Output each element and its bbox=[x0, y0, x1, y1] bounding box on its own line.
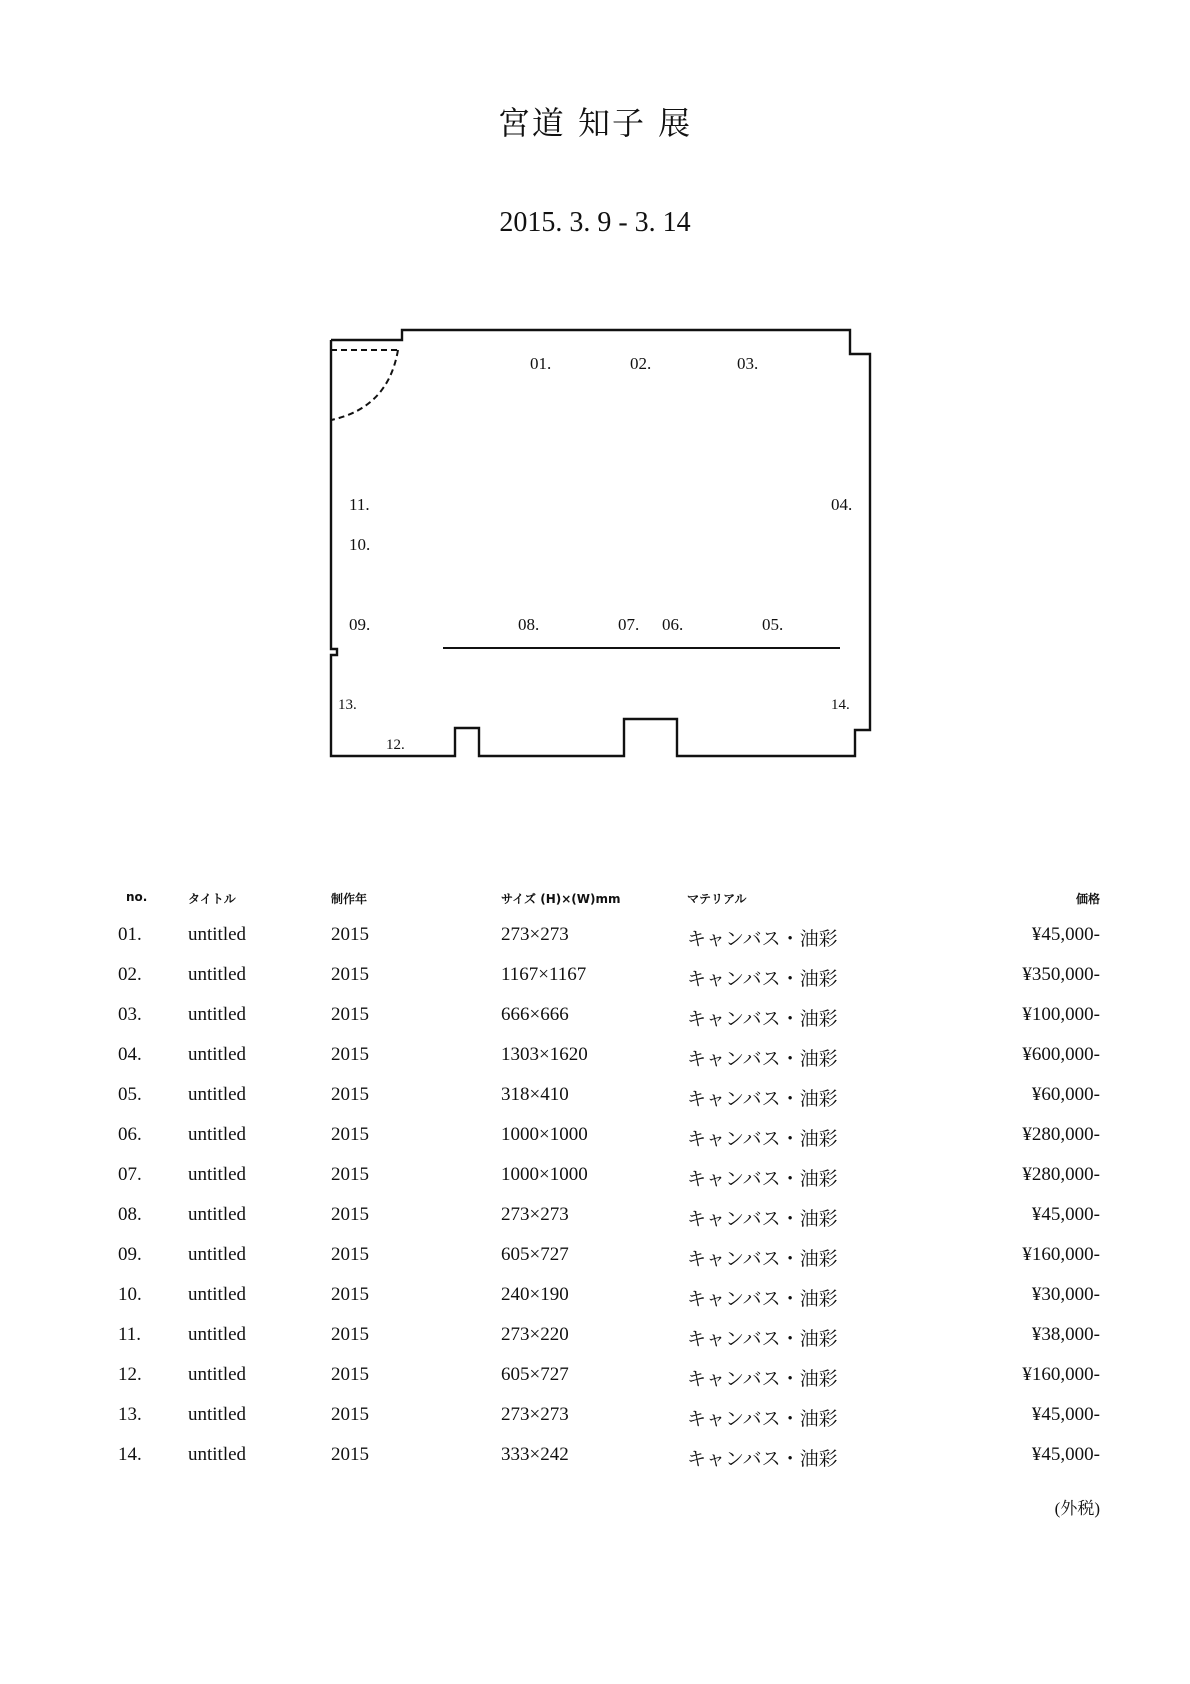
cell-title: untitled bbox=[188, 964, 247, 985]
cell-material: キャンバス・油彩 bbox=[687, 1209, 838, 1230]
cell-no: 11. bbox=[118, 1324, 142, 1345]
cell-size: 1000×1000 bbox=[501, 1124, 588, 1145]
cell-size: 273×273 bbox=[501, 1404, 569, 1425]
plan-label-05: 05. bbox=[762, 615, 784, 634]
cell-price: ¥280,000- bbox=[1022, 1124, 1100, 1145]
cell-price: ¥350,000- bbox=[1022, 964, 1100, 985]
cell-title: untitled bbox=[188, 924, 247, 945]
cell-price: ¥45,000- bbox=[1031, 1204, 1100, 1225]
cell-material: キャンバス・油彩 bbox=[687, 1089, 838, 1110]
cell-title: untitled bbox=[188, 1164, 247, 1185]
cell-size: 666×666 bbox=[501, 1004, 569, 1025]
cell-no: 06. bbox=[118, 1124, 142, 1145]
cell-material: キャンバス・油彩 bbox=[687, 1009, 838, 1030]
plan-label-13: 13. bbox=[338, 697, 357, 713]
cell-year: 2015 bbox=[331, 1324, 369, 1345]
cell-size: 318×410 bbox=[501, 1084, 569, 1105]
table-row bbox=[118, 916, 1100, 956]
table-row bbox=[118, 1076, 1100, 1116]
cell-material: キャンバス・油彩 bbox=[687, 1049, 838, 1070]
cell-material: キャンバス・油彩 bbox=[687, 1329, 838, 1350]
cell-size: 605×727 bbox=[501, 1364, 569, 1385]
cell-no: 01. bbox=[118, 924, 142, 945]
header-material: マテリアル bbox=[687, 892, 747, 906]
header-year: 制作年 bbox=[331, 892, 368, 906]
cell-no: 04. bbox=[118, 1044, 142, 1065]
cell-material: キャンバス・油彩 bbox=[687, 969, 838, 990]
cell-title: untitled bbox=[188, 1284, 247, 1305]
cell-no: 02. bbox=[118, 964, 142, 985]
plan-label-12: 12. bbox=[386, 737, 405, 753]
plan-label-07: 07. bbox=[618, 615, 640, 634]
cell-no: 07. bbox=[118, 1164, 142, 1185]
cell-size: 273×273 bbox=[501, 1204, 569, 1225]
cell-size: 1000×1000 bbox=[501, 1164, 588, 1185]
cell-material: キャンバス・油彩 bbox=[687, 1409, 838, 1430]
cell-year: 2015 bbox=[331, 1004, 369, 1025]
cell-size: 1167×1167 bbox=[501, 964, 587, 985]
cell-material: キャンバス・油彩 bbox=[687, 1369, 838, 1390]
header-title: タイトル bbox=[188, 892, 236, 906]
cell-year: 2015 bbox=[331, 1364, 369, 1385]
plan-label-11: 11. bbox=[349, 495, 370, 514]
table-row bbox=[118, 1036, 1100, 1076]
price-list-table bbox=[118, 890, 1100, 1476]
cell-price: ¥100,000- bbox=[1022, 1004, 1100, 1025]
table-row bbox=[118, 1236, 1100, 1276]
cell-year: 2015 bbox=[331, 1244, 369, 1265]
cell-year: 2015 bbox=[331, 1444, 369, 1465]
cell-year: 2015 bbox=[331, 1284, 369, 1305]
table-row bbox=[118, 1316, 1100, 1356]
plan-label-02: 02. bbox=[630, 354, 652, 373]
cell-price: ¥45,000- bbox=[1031, 1444, 1100, 1465]
table-row bbox=[118, 1276, 1100, 1316]
cell-no: 08. bbox=[118, 1204, 142, 1225]
table-row bbox=[118, 1116, 1100, 1156]
plan-label-03: 03. bbox=[737, 354, 759, 373]
table-header-row bbox=[118, 890, 1100, 916]
cell-no: 10. bbox=[118, 1284, 142, 1305]
floor-plan bbox=[0, 0, 1190, 800]
cell-year: 2015 bbox=[331, 1164, 369, 1185]
cell-no: 05. bbox=[118, 1084, 142, 1105]
cell-year: 2015 bbox=[331, 1124, 369, 1145]
plan-label-14: 14. bbox=[831, 697, 850, 713]
header-no: no. bbox=[126, 890, 148, 904]
cell-no: 12. bbox=[118, 1364, 142, 1385]
cell-price: ¥160,000- bbox=[1022, 1244, 1100, 1265]
table-row bbox=[118, 1396, 1100, 1436]
cell-year: 2015 bbox=[331, 924, 369, 945]
cell-no: 14. bbox=[118, 1444, 142, 1465]
table-row bbox=[118, 956, 1100, 996]
exhibition-title: 宮道 知子 展 bbox=[497, 104, 693, 142]
plan-label-09: 09. bbox=[349, 615, 371, 634]
door-swing bbox=[331, 350, 398, 420]
plan-label-04: 04. bbox=[831, 495, 853, 514]
cell-year: 2015 bbox=[331, 1404, 369, 1425]
cell-material: キャンバス・油彩 bbox=[687, 1129, 838, 1150]
cell-price: ¥45,000- bbox=[1031, 1404, 1100, 1425]
cell-title: untitled bbox=[188, 1404, 247, 1425]
cell-material: キャンバス・油彩 bbox=[687, 1289, 838, 1310]
cell-title: untitled bbox=[188, 1324, 247, 1345]
tax-note: (外税) bbox=[1054, 1499, 1100, 1518]
cell-size: 605×727 bbox=[501, 1244, 569, 1265]
cell-title: untitled bbox=[188, 1204, 247, 1225]
plan-label-08: 08. bbox=[518, 615, 540, 634]
table-row bbox=[118, 1196, 1100, 1236]
cell-material: キャンバス・油彩 bbox=[687, 1169, 838, 1190]
cell-title: untitled bbox=[188, 1364, 247, 1385]
cell-size: 273×220 bbox=[501, 1324, 569, 1345]
cell-title: untitled bbox=[188, 1244, 247, 1265]
plan-label-10: 10. bbox=[349, 535, 371, 554]
cell-size: 1303×1620 bbox=[501, 1044, 588, 1065]
cell-price: ¥30,000- bbox=[1031, 1284, 1100, 1305]
table-row bbox=[118, 1356, 1100, 1396]
cell-price: ¥60,000- bbox=[1031, 1084, 1100, 1105]
table-row bbox=[118, 996, 1100, 1036]
cell-price: ¥45,000- bbox=[1031, 924, 1100, 945]
cell-material: キャンバス・油彩 bbox=[687, 929, 838, 950]
header-size: サイズ (H)×(W)mm bbox=[501, 892, 621, 906]
cell-year: 2015 bbox=[331, 1084, 369, 1105]
plan-label-01: 01. bbox=[530, 354, 552, 373]
cell-size: 333×242 bbox=[501, 1444, 569, 1465]
table-row bbox=[118, 1156, 1100, 1196]
cell-title: untitled bbox=[188, 1124, 247, 1145]
table-body bbox=[118, 916, 1100, 1476]
cell-year: 2015 bbox=[331, 1044, 369, 1065]
cell-price: ¥38,000- bbox=[1031, 1324, 1100, 1345]
cell-size: 240×190 bbox=[501, 1284, 569, 1305]
cell-year: 2015 bbox=[331, 964, 369, 985]
cell-title: untitled bbox=[188, 1444, 247, 1465]
cell-material: キャンバス・油彩 bbox=[687, 1249, 838, 1270]
exhibition-dates: 2015. 3. 9 - 3. 14 bbox=[499, 207, 691, 238]
cell-price: ¥600,000- bbox=[1022, 1044, 1100, 1065]
table-row bbox=[118, 1436, 1100, 1476]
header-price: 価格 bbox=[1075, 892, 1100, 906]
cell-no: 03. bbox=[118, 1004, 142, 1025]
cell-price: ¥280,000- bbox=[1022, 1164, 1100, 1185]
cell-size: 273×273 bbox=[501, 924, 569, 945]
cell-no: 09. bbox=[118, 1244, 142, 1265]
plan-label-06: 06. bbox=[662, 615, 684, 634]
floor-plan-outline bbox=[331, 330, 870, 756]
cell-title: untitled bbox=[188, 1004, 247, 1025]
cell-title: untitled bbox=[188, 1084, 247, 1105]
cell-material: キャンバス・油彩 bbox=[687, 1449, 838, 1470]
cell-year: 2015 bbox=[331, 1204, 369, 1225]
cell-no: 13. bbox=[118, 1404, 142, 1425]
cell-title: untitled bbox=[188, 1044, 247, 1065]
cell-price: ¥160,000- bbox=[1022, 1364, 1100, 1385]
